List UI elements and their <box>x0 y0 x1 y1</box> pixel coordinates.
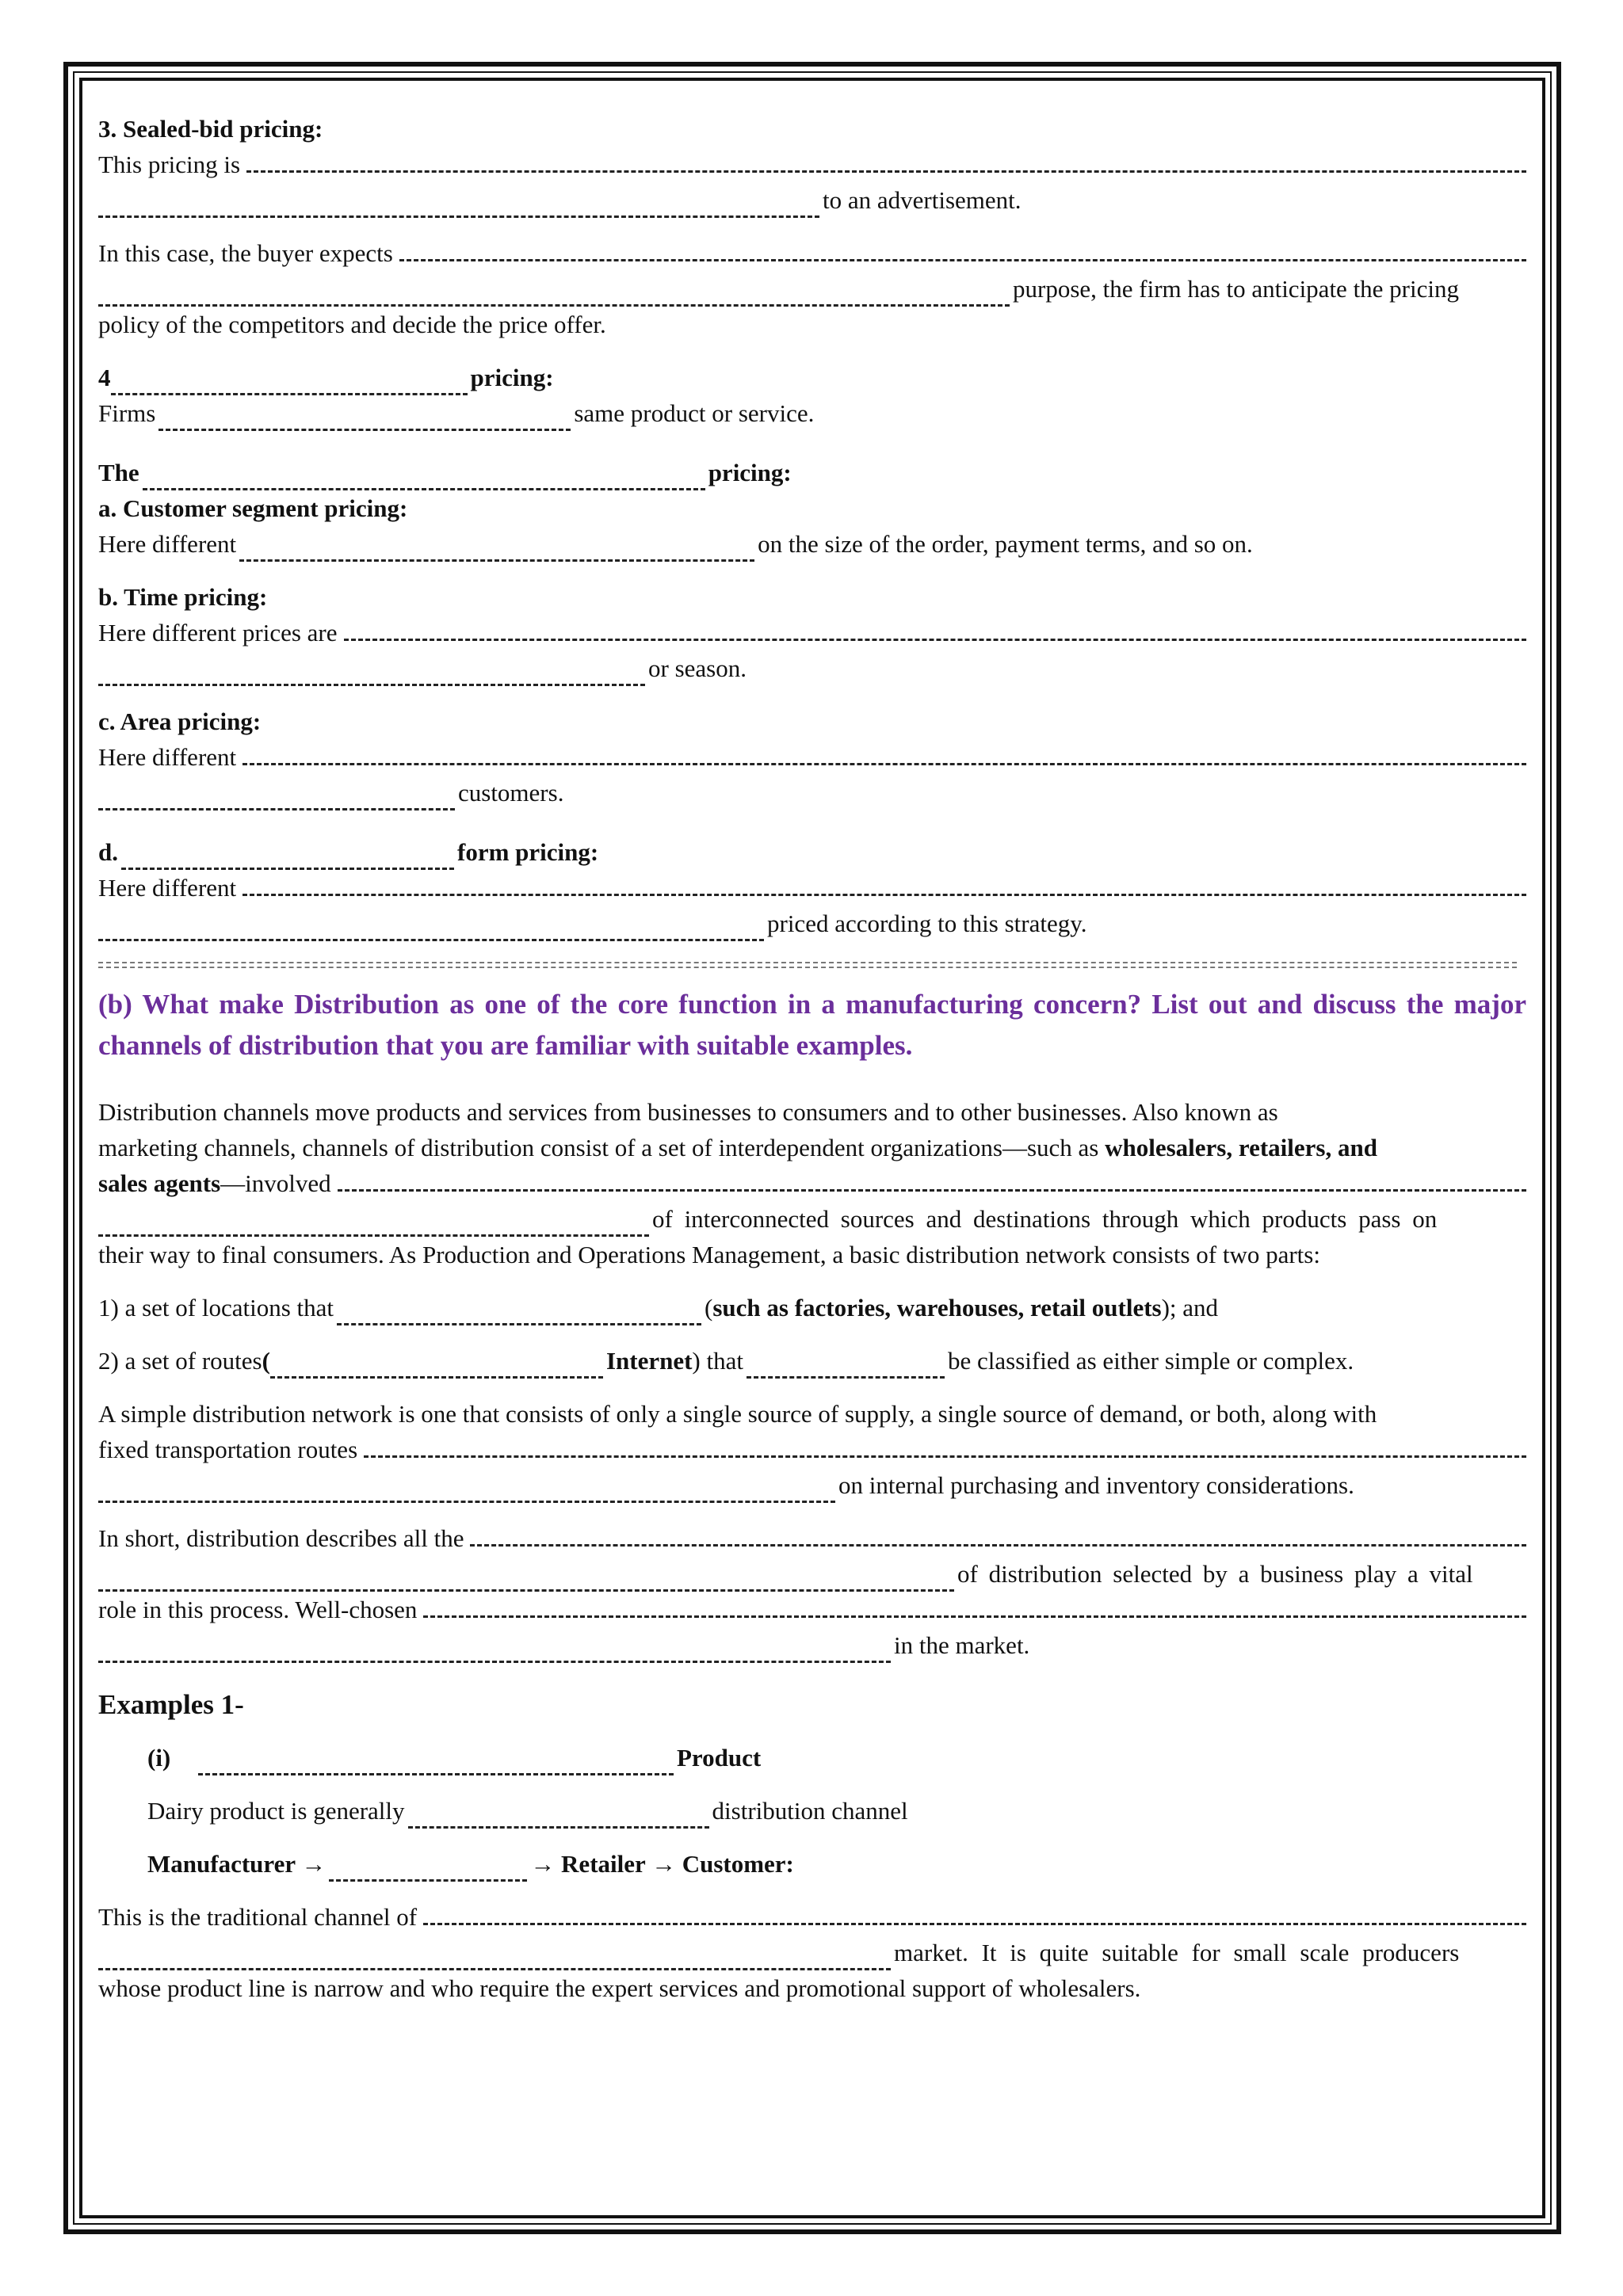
para-3-line-2: of distribution selected by a business play a vital <box>98 1556 1526 1592</box>
channel-chain: Manufacturer → → Retailer → Customer: <box>147 1846 1526 1882</box>
para-4-line-1: This is the traditional channel of <box>98 1899 1526 1935</box>
blank <box>198 1757 674 1775</box>
blank <box>111 377 468 395</box>
section-3-title: 3. Sealed-bid pricing: <box>98 115 323 143</box>
sub-b-line-2: or season. <box>98 650 1526 686</box>
document-body <box>98 111 1526 2006</box>
para-2-line-3: on internal purchasing and inventory considerations. <box>98 1467 1526 1503</box>
para-1-line-1: Distribution channels move products and services from businesses to consumers and to other businesses. Also known as <box>98 1098 1278 1126</box>
blank <box>98 1952 891 1970</box>
example-item-i: (i) Product <box>147 1740 1526 1775</box>
para-3-line-4: in the market. <box>98 1627 1526 1663</box>
para-1-line-5: their way to final consumers. As Production and Operations Management, a basic distribution network consists of two parts: <box>98 1241 1320 1268</box>
blank <box>98 668 645 686</box>
para-3-line-1: In short, distribution describes all the <box>98 1520 1526 1556</box>
dairy-line: Dairy product is generally distribution channel <box>147 1793 1526 1829</box>
blank <box>98 200 819 218</box>
section-4-line: Firms same product or service. <box>98 395 1526 431</box>
para-3-line-3: role in this process. Well-chosen <box>98 1592 1526 1627</box>
para-1-line-2: marketing channels, channels of distribution consist of a set of interdependent organizations—such as wholesalers, retailers, and <box>98 1134 1377 1161</box>
blank <box>98 792 455 810</box>
blank <box>98 1573 954 1592</box>
section-3-line-3: In this case, the buyer expects <box>98 235 1526 271</box>
blank <box>98 288 1010 307</box>
blank <box>143 472 705 490</box>
section-3-line-1: This pricing is <box>98 147 1526 182</box>
blank <box>98 923 764 941</box>
section-4-title: 4 pricing: <box>98 360 1526 395</box>
blank <box>98 1645 891 1663</box>
para-1-line-3: sales agents —involved <box>98 1165 1526 1201</box>
the-pricing-title: The pricing: <box>98 455 1526 490</box>
para-1-line-4: of interconnected sources and destinations through which products pass on <box>98 1201 1526 1237</box>
para-2-line-1: A simple distribution network is one that consists of only a single source of supply, a single source of demand, or both, along with <box>98 1400 1377 1428</box>
sub-a-title: a. Customer segment pricing: <box>98 494 408 522</box>
blank <box>98 1219 649 1237</box>
blank <box>270 1360 603 1379</box>
blank <box>329 1863 527 1882</box>
question-b: (b) What make Distribution as one of the core function in a manufacturing concern? List out and discuss the major channels of distribution that you are familiar with suitable examples. <box>98 989 1526 1061</box>
para-2-line-2: fixed transportation routes <box>98 1432 1526 1467</box>
para-4-line-2: market. It is quite suitable for small scale producers <box>98 1935 1526 1970</box>
sub-b-title: b. Time pricing: <box>98 583 268 611</box>
sub-b-line-1: Here different prices are <box>98 615 1526 650</box>
list-item-1: 1) a set of locations that ( such as factories, warehouses, retail outlets ); and <box>98 1290 1526 1325</box>
blank <box>121 852 454 870</box>
blank <box>408 1810 709 1829</box>
sub-a-line: Here different on the size of the order, payment terms, and so on. <box>98 526 1526 562</box>
blank <box>158 413 571 431</box>
sub-c-line-2: customers. <box>98 775 1526 810</box>
section-3-line-4: purpose, the firm has to anticipate the pricing <box>98 271 1526 307</box>
blank <box>337 1307 701 1325</box>
sub-c-title: c. Area pricing: <box>98 707 262 735</box>
sub-d-line-2: priced according to this strategy. <box>98 906 1526 941</box>
section-3-line-2: to an advertisement. <box>98 182 1526 218</box>
sub-c-line-1: Here different <box>98 739 1526 775</box>
blank <box>239 543 754 562</box>
section-divider <box>98 962 1517 968</box>
section-3-line-5: policy of the competitors and decide the price offer. <box>98 311 606 338</box>
blank <box>747 1360 945 1379</box>
blank <box>98 1485 835 1503</box>
list-item-2: 2) a set of routes ( Internet ) that be classified as either simple or complex. <box>98 1343 1526 1379</box>
para-4-line-3: whose product line is narrow and who require the expert services and promotional support of wholesalers. <box>98 1974 1141 2002</box>
examples-heading: Examples 1- <box>98 1689 244 1720</box>
sub-d-title: d. form pricing: <box>98 834 1526 870</box>
sub-d-line-1: Here different <box>98 870 1526 906</box>
